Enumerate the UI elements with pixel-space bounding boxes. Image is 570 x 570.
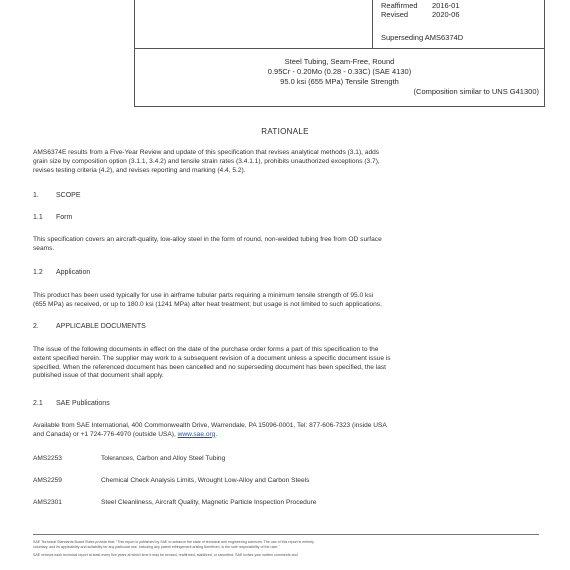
title-line: 95.0 ksi (655 MPa) Tensile Strength: [280, 77, 399, 86]
header-divider-vertical: [372, 0, 373, 49]
section-heading-scope: [33, 192, 81, 199]
rationale-text: [33, 149, 539, 175]
section-heading-sae-publications: [33, 400, 110, 407]
document-title: Chemical Check Analysis Limits, Wrought Low-Alloy and Carbon Steels: [101, 477, 310, 484]
document-title: Tolerances, Carbon and Alloy Steel Tubing: [101, 455, 226, 462]
text-fragment: and Canada) or +1 724-776-4970 (outside USA),: [33, 430, 178, 438]
document-number: AMS2259: [33, 477, 62, 484]
section-title: Application: [56, 269, 91, 276]
footer-text: voluntary, and its applicability and suitability for any particular use, including any patent infringement arising therefrom, is the sole responsibility of the user.": [33, 545, 280, 549]
footer-text: SAE Technical Standards Board Rules provide that: "This report is published by SAE to advance the state of technical and engineering sciences. The use of this report is entirely: [33, 540, 314, 544]
document-number: AMS2253: [33, 455, 62, 462]
applicable-documents-text: [33, 346, 539, 381]
text-line: grain size by composition option (3.1.1, 3.4.2) and tensile strain rates (3.4.1.1), prohibits unauthorized exceptions (3.7),: [33, 157, 380, 165]
section-number: 1.2: [33, 269, 43, 276]
footer-text: SAE reviews each technical report at least every five years at which time it may be revised, reaffirmed, stabilized, or cancelled. SAE invites your written comments and: [33, 553, 298, 557]
section-heading-application: [33, 269, 90, 276]
text-line: Available from SAE International, 400 Commonwealth Drive, Warrendale, PA 15096-0001, Tel: 877-606-7323 (inside USA: [33, 422, 387, 429]
text-line: AMS6374E results from a Five-Year Review and update of this specification that revises analytical methods (3.1), adds: [33, 149, 380, 156]
text-line: revises testing criteria (4.2), and revises reporting and marking (4.4, 5.2).: [33, 166, 246, 174]
section-title: SAE Publications: [56, 400, 110, 407]
meta-value-reaffirmed: 2016-01: [432, 1, 460, 10]
section-heading-form: [33, 214, 72, 221]
meta-label-revised: Revised: [381, 10, 409, 19]
section-number: 2.1: [33, 400, 43, 407]
meta-label-reaffirmed: Reaffirmed: [381, 1, 418, 10]
section-title: APPLICABLE DOCUMENTS: [56, 323, 146, 330]
sae-publications-text: [33, 422, 539, 440]
title-line: (Composition similar to UNS G41300): [413, 87, 539, 96]
text-line: extent specified herein. The supplier may work to a subsequent revision of a document unless a specific document issue is: [33, 354, 391, 362]
text-fragment: .: [215, 430, 218, 438]
section-number: 2.: [33, 323, 39, 330]
text-line: specified. When the referenced document has been cancelled and no superseding document has been specified, the last: [33, 363, 386, 371]
section-number: 1.: [33, 192, 39, 199]
rationale-heading: RATIONALE: [261, 127, 309, 136]
text-line: This product has been used typically for use in airframe tubular parts requiring a minimum tensile strength of 95.0 ksi: [33, 292, 374, 299]
text-line: seams.: [33, 244, 55, 252]
section-heading-applicable-documents: [33, 323, 146, 330]
footer-rule: [33, 534, 539, 535]
section-title: SCOPE: [56, 192, 81, 199]
text-line: The issue of the following documents in effect on the date of the purchase order forms a part of this specification to the: [33, 346, 379, 353]
section-number: 1.1: [33, 214, 43, 221]
title-line: Steel Tubing, Seam-Free, Round: [284, 57, 395, 66]
form-text: [33, 236, 539, 254]
title-line: 0.95Cr - 0.20Mo (0.28 - 0.33C) (SAE 4130): [267, 67, 412, 76]
meta-value-revised: 2020-06: [432, 10, 460, 19]
document-number: AMS2301: [33, 499, 62, 506]
superseding-note: Superseding AMS6374D: [381, 33, 464, 42]
document-title: Steel Cleanliness, Aircraft Quality, Magnetic Particle Inspection Procedure: [101, 499, 317, 506]
application-text: [33, 292, 539, 310]
text-line: This specification covers an aircraft-quality, low-alloy steel in the form of round, non-welded tubing free from OD surface: [33, 236, 382, 243]
header-divider-horizontal: [134, 48, 545, 49]
text-line: published issue of that document shall apply.: [33, 372, 164, 380]
text-line: (655 MPa) as received, or up to 180.0 ksi (1241 MPa) after heat treatment; but usage is not limited to such applications.: [33, 300, 382, 308]
text-line: [33, 431, 539, 440]
sae-website-link[interactable]: www.sae.org: [177, 430, 216, 438]
section-title: Form: [56, 214, 73, 221]
